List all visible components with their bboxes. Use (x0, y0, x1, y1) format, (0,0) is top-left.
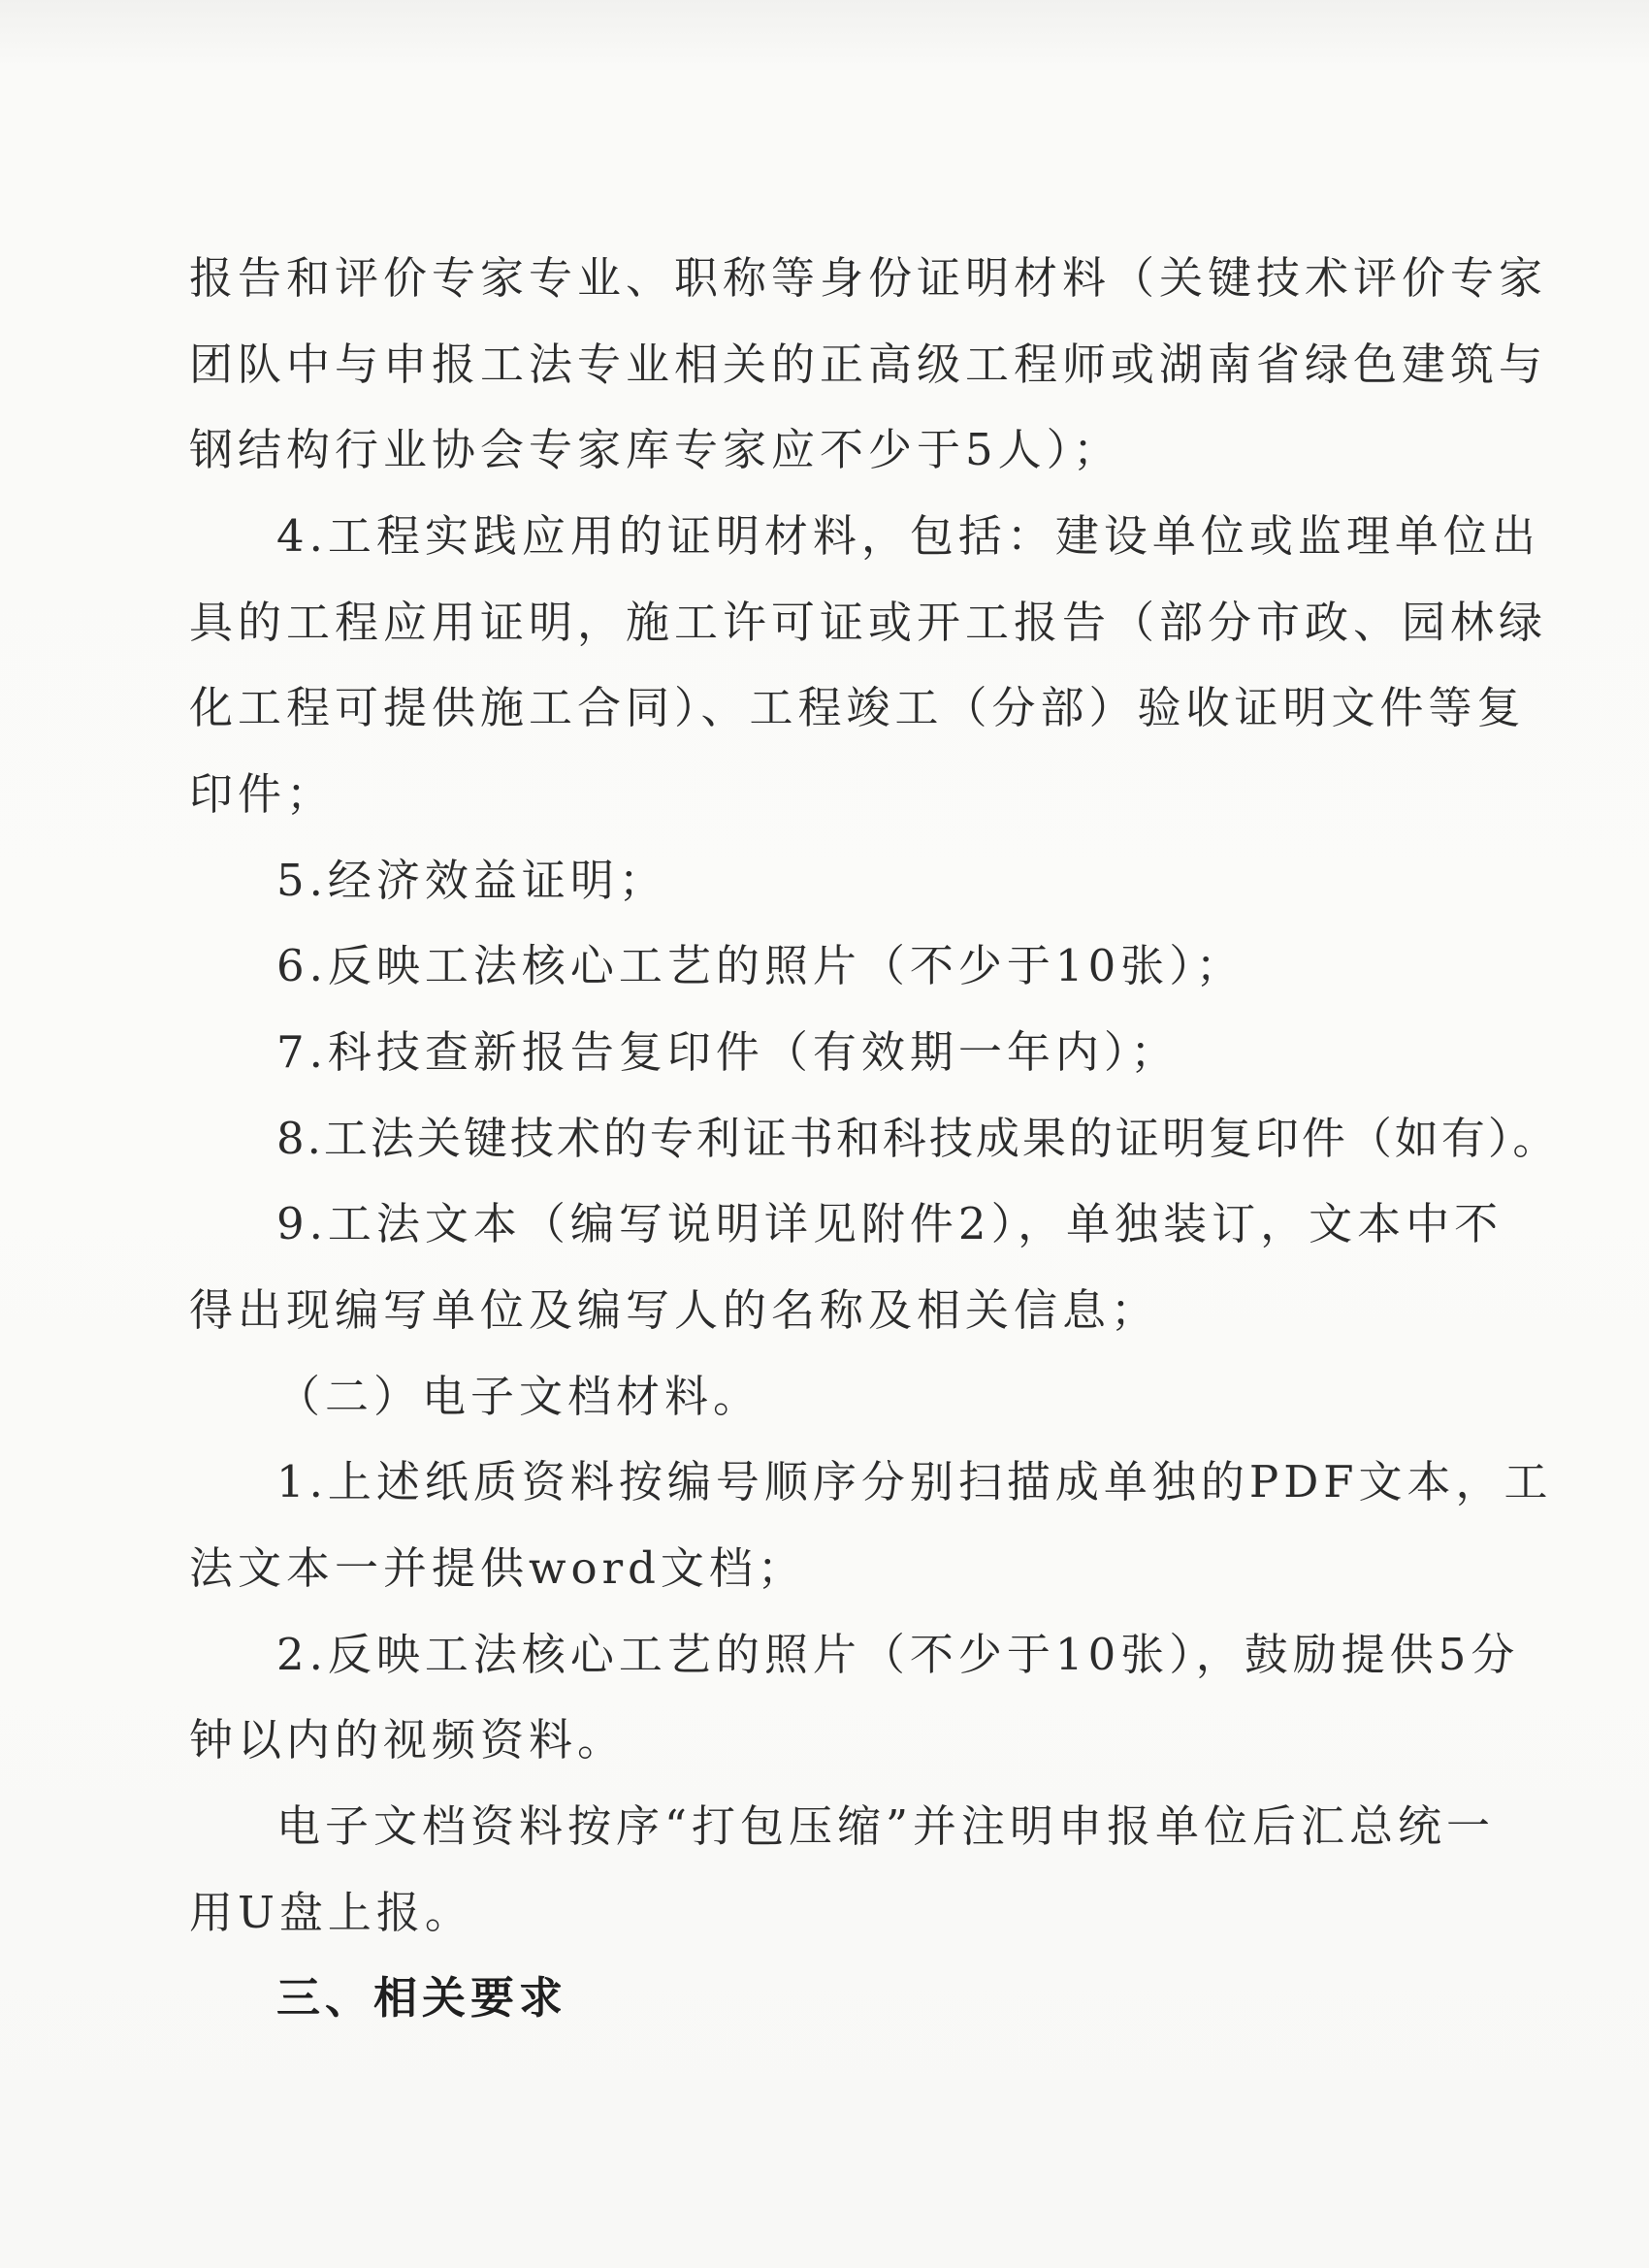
submission-note: 电子文档资料按序“打包压缩”并注明申报单位后汇总统一 (276, 1800, 1496, 1852)
paragraph-line-5: 具的工程应用证明，施工许可证或开工报告（部分市政、园林绿 (189, 597, 1548, 648)
paragraph-line-3: 钢结构行业协会专家库专家应不少于5人）； (189, 424, 1122, 475)
list-item-9-continued: 得出现编写单位及编写人的名称及相关信息； (189, 1284, 1160, 1336)
electronic-item-2-continued: 钟以内的视频资料。 (189, 1714, 627, 1766)
paragraph-line-7: 印件； (189, 768, 336, 820)
list-item-7: 7.科技查新报告复印件（有效期一年内）； (276, 1026, 1180, 1078)
electronic-item-2: 2.反映工法核心工艺的照片（不少于10张），鼓励提供5分 (276, 1629, 1520, 1680)
section-heading: 三、相关要求 (276, 1972, 568, 2024)
paragraph-line-4: 4.工程实践应用的证明材料，包括：建设单位或监理单位出 (276, 510, 1540, 562)
paragraph-line-1: 报告和评价专家专业、职称等身份证明材料（关键技术评价专家 (189, 252, 1548, 304)
electronic-item-1: 1.上述纸质资料按编号顺序分别扫描成单独的PDF文本，工 (276, 1456, 1553, 1507)
paragraph-line-6: 化工程可提供施工合同）、工程竣工（分部）验收证明文件等复 (189, 682, 1526, 733)
list-item-6: 6.反映工法核心工艺的照片（不少于10张）； (276, 940, 1245, 991)
subsection-heading: （二）电子文档材料。 (276, 1371, 762, 1422)
electronic-item-1-continued: 法文本一并提供word文档； (189, 1542, 806, 1594)
list-item-8: 8.工法关键技术的专利证书和科技成果的证明复印件（如有）。 (276, 1113, 1560, 1164)
list-item-5: 5.经济效益证明； (276, 855, 667, 906)
paragraph-line-2: 团队中与申报工法专业相关的正高级工程师或湖南省绿色建筑与 (189, 339, 1548, 390)
submission-note-continued: 用U盘上报。 (189, 1887, 473, 1938)
list-item-9: 9.工法文本（编写说明详见附件2），单独装订，文本中不 (276, 1198, 1504, 1249)
